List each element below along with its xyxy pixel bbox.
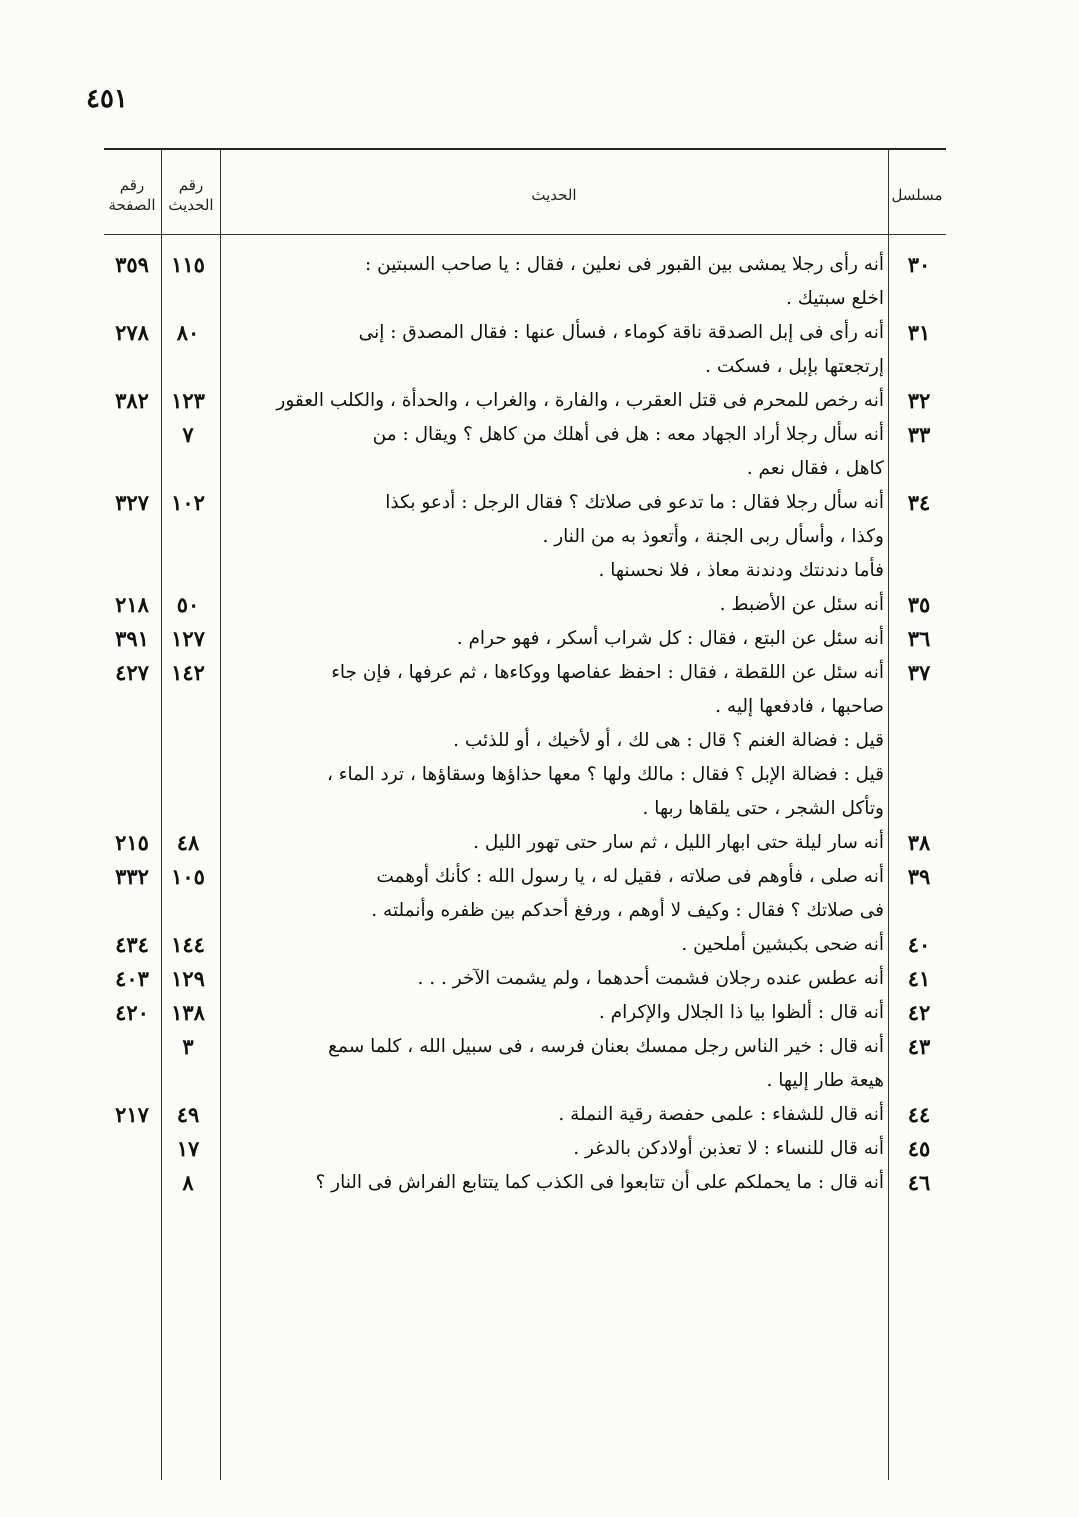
hadith-text xyxy=(224,656,884,826)
serial-number: ٣١ xyxy=(907,320,931,345)
hadith-text-line: كاهل ، فقال نعم . xyxy=(746,458,884,479)
hadith-text-line: أنه عطس عنده رجلان فشمت أحدهما ، ولم يشمت الآخر . . . xyxy=(417,968,884,989)
hadith-text-line: أنه قال : ألظوا بيا ذا الجلال والإكرام . xyxy=(598,1002,884,1023)
hadith-number: ٥٠ xyxy=(176,592,200,617)
page-reference: ٢٧٨ xyxy=(115,320,149,345)
hadith-text-line: أنه قال للشفاء : علمى حفصة رقية النملة . xyxy=(558,1104,884,1125)
hadith-text-line: إرتجعتها بإبل ، فسكت . xyxy=(705,356,884,377)
hadith-text-line: أنه رخص للمحرم فى قتل العقرب ، والفارة ، والغراب ، والحدأة ، والكلب العقور xyxy=(276,390,884,411)
hadith-text-line: أنه سأل رجلا فقال : ما تدعو فى صلاتك ؟ فقال الرجل : أدعو بكذا xyxy=(385,492,884,513)
serial-number: ٣٣ xyxy=(907,422,931,447)
hadith-number: ٨٠ xyxy=(176,320,200,345)
serial-number: ٤١ xyxy=(907,966,931,991)
table-row xyxy=(104,588,946,622)
hadith-number: ١٤٤ xyxy=(171,932,205,957)
hadith-text xyxy=(224,860,884,928)
hadith-text-line: أنه صلى ، فأوهم فى صلاته ، فقيل له ، يا رسول الله : كأنك أوهمت xyxy=(376,866,884,887)
hadith-text-line: فأما دندنتك ودندنة معاذ ، فلا نحسنها . xyxy=(598,560,884,581)
hadith-text-line: وتأكل الشجر ، حتى يلقاها ربها . xyxy=(642,798,884,819)
serial-number: ٣٠ xyxy=(907,252,931,277)
hadith-text xyxy=(224,1098,884,1132)
hadith-index-table xyxy=(104,148,946,1480)
hadith-text-line: هيعة طار إليها . xyxy=(766,1070,884,1091)
hadith-number: ٤٩ xyxy=(176,1102,200,1127)
table-row xyxy=(104,656,946,826)
hadith-number: ٣ xyxy=(182,1034,194,1059)
hadith-text xyxy=(224,622,884,656)
table-row xyxy=(104,860,946,928)
serial-number: ٤٦ xyxy=(907,1170,931,1195)
header-hadith-number: رقم الحديث xyxy=(168,176,214,214)
page-reference: ٢١٧ xyxy=(115,1102,149,1127)
page-reference: ٤٢٠ xyxy=(115,1000,149,1025)
hadith-text-line: أنه سئل عن اللقطة ، فقال : احفظ عفاصها ووكاءها ، ثم عرفها ، فإن جاء xyxy=(331,662,884,683)
hadith-text-line: أنه ضحى بكبشين أملحين . xyxy=(681,934,884,955)
serial-number: ٤٥ xyxy=(907,1136,931,1161)
table-row xyxy=(104,384,946,418)
page-reference: ٤٠٣ xyxy=(115,966,149,991)
hadith-text xyxy=(224,418,884,486)
table-row xyxy=(104,1132,946,1166)
hadith-number: ١٤٢ xyxy=(171,660,205,685)
serial-number: ٣٦ xyxy=(907,626,931,651)
hadith-text xyxy=(224,996,884,1030)
table-row xyxy=(104,826,946,860)
hadith-text-line: أنه رأى فى إبل الصدقة ناقة كوماء ، فسأل عنها : فقال المصدق : إنى xyxy=(358,322,884,343)
page-number: ٤٥١ xyxy=(86,84,128,114)
hadith-number: ١٢٩ xyxy=(171,966,205,991)
header-hadith: الحديث xyxy=(531,186,577,204)
hadith-text-line: وكذا ، وأسأل ربى الجنة ، وأتعوذ به من النار . xyxy=(542,526,884,547)
hadith-text-line: أنه سئل عن البتع ، فقال : كل شراب أسكر ، فهو حرام . xyxy=(456,628,884,649)
hadith-text-line: أنه قال : خير الناس رجل ممسك بعنان فرسه ، فى سبيل الله ، كلما سمع xyxy=(328,1036,884,1057)
header-serial: مسلسل xyxy=(891,186,943,204)
serial-number: ٤٠ xyxy=(907,932,931,957)
hadith-text xyxy=(224,928,884,962)
hadith-text xyxy=(224,1132,884,1166)
hadith-text-line: أنه سار ليلة حتى ابهار الليل ، ثم سار حتى تهور الليل . xyxy=(473,832,884,853)
hadith-rows xyxy=(104,248,946,1200)
hadith-text xyxy=(224,962,884,996)
hadith-text xyxy=(224,486,884,588)
page-reference: ٣٩١ xyxy=(115,626,149,651)
hadith-text xyxy=(224,826,884,860)
table-row xyxy=(104,1166,946,1200)
page-reference: ٤٣٤ xyxy=(115,932,149,957)
hadith-text xyxy=(224,384,884,418)
table-row xyxy=(104,1030,946,1098)
hadith-number: ٧ xyxy=(182,422,194,447)
serial-number: ٣٥ xyxy=(907,592,931,617)
hadith-text-line: أنه سئل عن الأضبط . xyxy=(719,594,884,615)
header-page-number: رقم الصفحة xyxy=(108,176,156,214)
serial-number: ٤٤ xyxy=(907,1102,931,1127)
hadith-number: ٨ xyxy=(182,1170,194,1195)
serial-number: ٣٨ xyxy=(907,830,931,855)
hadith-text-line: أنه قال : ما يحملكم على أن تتابعوا فى الكذب كما يتتابع الفراش فى النار ؟ xyxy=(315,1172,884,1193)
hadith-number: ١٢٧ xyxy=(171,626,205,651)
serial-number: ٣٩ xyxy=(907,864,931,889)
table-row xyxy=(104,1098,946,1132)
hadith-number: ١٠٥ xyxy=(171,864,205,889)
table-row xyxy=(104,486,946,588)
hadith-text xyxy=(224,316,884,384)
serial-number: ٤٣ xyxy=(907,1034,931,1059)
hadith-text-line: أنه رأى رجلا يمشى بين القبور فى نعلين ، فقال : يا صاحب السبتين : xyxy=(365,254,884,275)
hadith-text xyxy=(224,1166,884,1200)
page-reference: ٣٢٧ xyxy=(115,490,149,515)
serial-number: ٣٧ xyxy=(907,660,931,685)
page-reference: ٣٨٢ xyxy=(115,388,149,413)
hadith-number: ١٠٢ xyxy=(171,490,205,515)
page-reference: ٣٥٩ xyxy=(115,252,149,277)
header-rule xyxy=(104,234,946,235)
hadith-text-line: قيل : فضالة الإبل ؟ فقال : مالك ولها ؟ معها حذاؤها وسقاؤها ، ترد الماء ، xyxy=(326,764,884,785)
page-reference: ٢١٥ xyxy=(115,830,149,855)
hadith-text-line: قيل : فضالة الغنم ؟ قال : هى لك ، أو لأخيك ، أو للذئب . xyxy=(453,730,884,751)
hadith-text-line: أنه قال للنساء : لا تعذبن أولادكن بالدغر . xyxy=(573,1138,884,1159)
hadith-number: ١٢٣ xyxy=(171,388,205,413)
page-reference: ٣٣٢ xyxy=(115,864,149,889)
table-row xyxy=(104,622,946,656)
page-reference: ٤٢٧ xyxy=(115,660,149,685)
page-reference: ٢١٨ xyxy=(115,592,149,617)
table-row xyxy=(104,418,946,486)
hadith-number: ١٣٨ xyxy=(171,1000,205,1025)
hadith-text-line: أنه سأل رجلا أراد الجهاد معه : هل فى أهلك من كاهل ؟ ويقال : من xyxy=(372,424,884,445)
hadith-number: ٤٨ xyxy=(176,830,200,855)
table-row xyxy=(104,996,946,1030)
table-row xyxy=(104,316,946,384)
serial-number: ٤٢ xyxy=(907,1000,931,1025)
hadith-text xyxy=(224,248,884,316)
table-row xyxy=(104,928,946,962)
hadith-text-line: صاحبها ، فادفعها إليه . xyxy=(715,696,884,717)
hadith-text xyxy=(224,588,884,622)
hadith-text xyxy=(224,1030,884,1098)
serial-number: ٣٤ xyxy=(907,490,931,515)
hadith-text-line: اخلع سبتيك . xyxy=(785,288,884,309)
hadith-number: ١١٥ xyxy=(171,252,205,277)
serial-number: ٣٢ xyxy=(907,388,931,413)
table-row xyxy=(104,248,946,316)
table-row xyxy=(104,962,946,996)
hadith-text-line: فى صلاتك ؟ فقال : وكيف لا أوهم ، ورفغ أحدكم بين ظفره وأنملته . xyxy=(371,900,884,921)
hadith-number: ١٧ xyxy=(176,1136,200,1161)
